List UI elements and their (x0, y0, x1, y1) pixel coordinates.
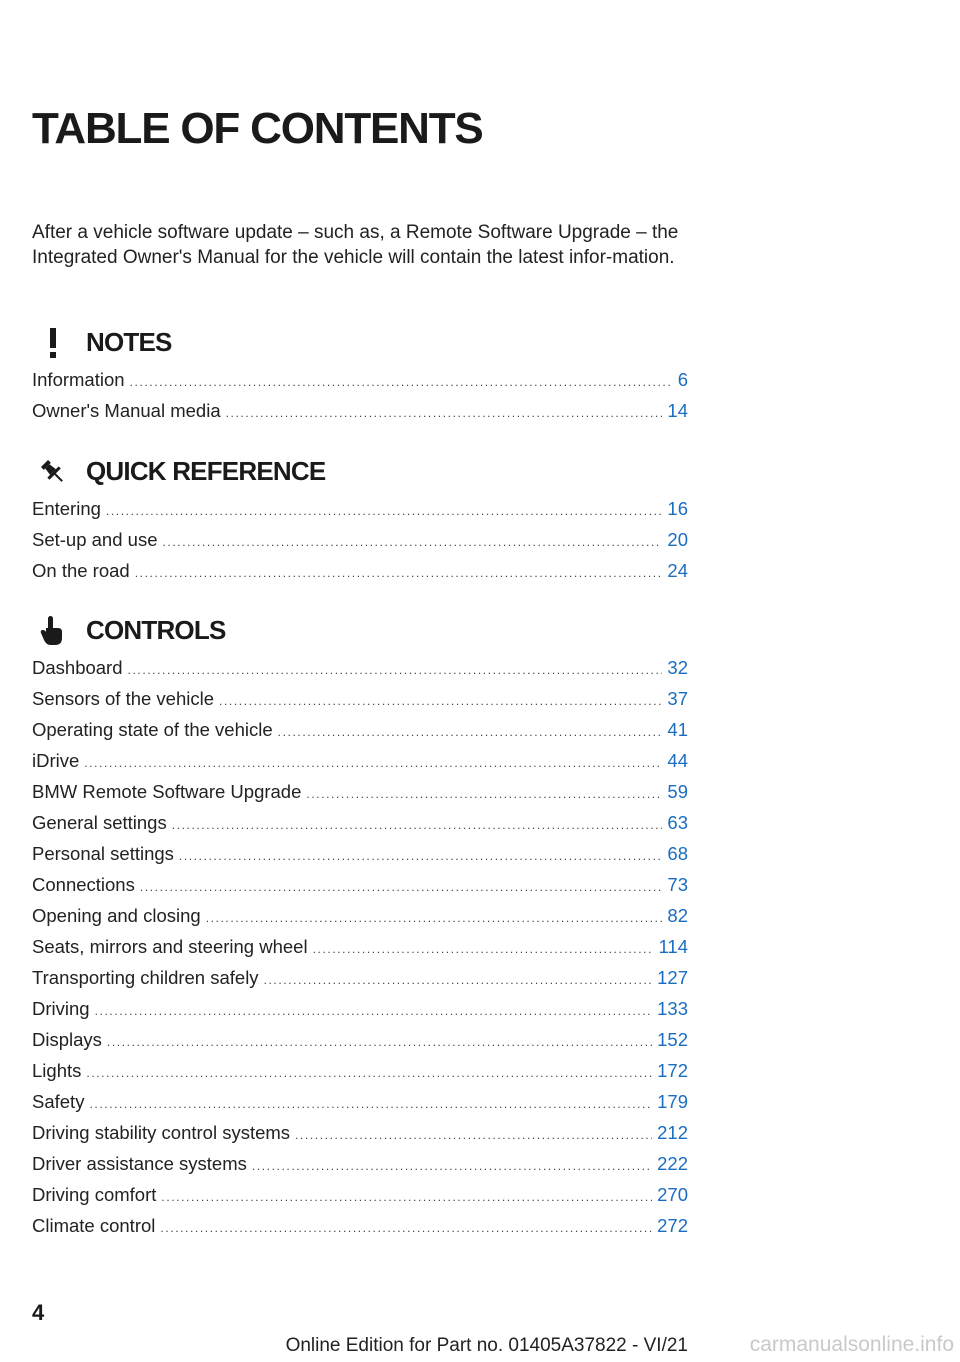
dot-leader (106, 496, 663, 527)
dot-leader (252, 1151, 652, 1182)
toc-entry-title: Transporting children safely (32, 967, 259, 988)
section-heading-controls (32, 613, 692, 649)
dot-leader (140, 872, 663, 903)
dot-leader (84, 748, 662, 779)
toc-entry-page[interactable]: 133 (657, 998, 688, 1019)
toc-entry[interactable] (32, 807, 688, 838)
dot-leader (179, 841, 663, 872)
watermark: carmanualsonline.info (749, 1333, 954, 1356)
toc-entry-title: Owner's Manual media (32, 400, 221, 421)
dot-leader (107, 1027, 652, 1058)
toc-entry[interactable] (32, 1086, 688, 1117)
dot-leader (313, 934, 654, 965)
toc-entry-title: Personal settings (32, 843, 174, 864)
toc-entry-page[interactable]: 172 (657, 1060, 688, 1081)
toc-entry-title: Seats, mirrors and steering wheel (32, 936, 308, 957)
toc-entry-page[interactable]: 24 (667, 560, 688, 581)
toc-entry[interactable] (32, 395, 688, 426)
toc-entry[interactable] (32, 838, 688, 869)
toc-entry[interactable] (32, 714, 688, 745)
toc-entry-page[interactable]: 20 (667, 529, 688, 550)
toc-entry-page[interactable]: 270 (657, 1184, 688, 1205)
section-heading-quick-reference (32, 454, 692, 490)
toc-entry-page[interactable]: 82 (667, 905, 688, 926)
toc-entry-title: Driving stability control systems (32, 1122, 291, 1143)
toc-entry-page[interactable]: 272 (657, 1215, 688, 1236)
toc-entry[interactable] (32, 1055, 688, 1086)
toc-entry[interactable] (32, 364, 688, 395)
toc-entry-page[interactable]: 44 (667, 750, 688, 771)
toc-list-controls (32, 652, 688, 1241)
dot-leader (95, 996, 653, 1027)
toc-entry-page[interactable]: 152 (657, 1029, 688, 1050)
toc-entry-page[interactable]: 222 (657, 1153, 688, 1174)
toc-entry-title: Dashboard (32, 657, 123, 678)
toc-entry-title: Lights (32, 1060, 82, 1081)
toc-entry-page[interactable]: 127 (657, 967, 688, 988)
toc-entry-page[interactable]: 59 (667, 781, 688, 802)
toc-entry-title: BMW Remote Software Upgrade (32, 781, 302, 802)
pushpin-icon (36, 456, 70, 488)
toc-entry-title: Operating state of the vehicle (32, 719, 273, 740)
toc-entry-title: Driver assistance systems (32, 1153, 247, 1174)
toc-entry-title: On the road (32, 560, 130, 581)
toc-entry-page[interactable]: 114 (658, 936, 688, 957)
toc-entry[interactable] (32, 1179, 688, 1210)
toc-entry-page[interactable]: 41 (667, 719, 688, 740)
dot-leader (135, 558, 663, 589)
toc-entry[interactable] (32, 1024, 688, 1055)
toc-entry-page[interactable]: 14 (667, 400, 688, 421)
dot-leader (89, 1089, 652, 1120)
section-heading-notes (32, 325, 692, 361)
toc-entry-page[interactable]: 68 (667, 843, 688, 864)
toc-entry[interactable] (32, 900, 688, 931)
section-title: NOTES (86, 327, 172, 357)
toc-entry-title: Sensors of the vehicle (32, 688, 215, 709)
section-title: QUICK REFERENCE (86, 456, 326, 486)
toc-entry-title: Driving comfort (32, 1184, 157, 1205)
toc-entry[interactable] (32, 962, 688, 993)
dot-leader (306, 779, 662, 810)
intro-paragraph: After a vehicle software update – such as, a Remote Software Upgrade – the Integrated Owner's Manual for the vehicle will contain the latest infor-mation. (32, 222, 679, 268)
dot-leader (86, 1058, 652, 1089)
toc-entry[interactable] (32, 931, 688, 962)
dot-leader (161, 1182, 652, 1213)
toc-entry[interactable] (32, 524, 688, 555)
toc-entry-title: Information (32, 369, 125, 390)
dot-leader (278, 717, 663, 748)
toc-entry[interactable] (32, 652, 688, 683)
toc-entry-title: Driving (32, 998, 90, 1019)
section-title: CONTROLS (86, 615, 226, 645)
toc-entry[interactable] (32, 555, 688, 586)
toc-entry[interactable] (32, 1210, 688, 1241)
dot-leader (226, 398, 663, 429)
toc-entry-title: Displays (32, 1029, 102, 1050)
toc-entry-page[interactable]: 6 (677, 369, 688, 390)
dot-leader (206, 903, 663, 934)
edition-footer: Online Edition for Part no. 01405A37822 - VI/21 (285, 1335, 688, 1356)
dot-leader (162, 527, 662, 558)
toc-entry-title: Entering (32, 498, 101, 519)
toc-entry-page[interactable]: 32 (667, 657, 688, 678)
dot-leader (264, 965, 653, 996)
dot-leader (128, 655, 663, 686)
exclamation-icon (36, 327, 70, 359)
toc-entry-title: Safety (32, 1091, 85, 1112)
dot-leader (295, 1120, 652, 1151)
toc-entry-title: iDrive (32, 750, 80, 771)
toc-entry-title: Opening and closing (32, 905, 201, 926)
toc-entry[interactable] (32, 993, 688, 1024)
page-number: 4 (32, 1300, 45, 1325)
toc-entry-page[interactable]: 16 (667, 498, 688, 519)
toc-entry-page[interactable]: 179 (657, 1091, 688, 1112)
dot-leader (130, 367, 673, 398)
dot-leader (160, 1213, 652, 1244)
toc-entry-page[interactable]: 73 (667, 874, 688, 895)
toc-entry-page[interactable]: 212 (657, 1122, 688, 1143)
toc-entry[interactable] (32, 776, 688, 807)
toc-entry[interactable] (32, 493, 688, 524)
hand-pointer-icon (36, 615, 70, 647)
toc-entry-title: Set-up and use (32, 529, 158, 550)
toc-entry[interactable] (32, 869, 688, 900)
toc-entry-title: Climate control (32, 1215, 156, 1236)
toc-entry[interactable] (32, 745, 688, 776)
toc-entry[interactable] (32, 683, 688, 714)
toc-entry[interactable] (32, 1117, 688, 1148)
toc-entry-title: Connections (32, 874, 135, 895)
toc-entry-page[interactable]: 63 (667, 812, 688, 833)
page-title: TABLE OF CONTENTS (32, 104, 483, 153)
toc-list-quick-reference (32, 493, 688, 586)
dot-leader (172, 810, 663, 841)
toc-entry-page[interactable]: 37 (667, 688, 688, 709)
toc-entry-title: General settings (32, 812, 167, 833)
toc-list-notes (32, 364, 688, 426)
toc-entry[interactable] (32, 1148, 688, 1179)
dot-leader (219, 686, 662, 717)
